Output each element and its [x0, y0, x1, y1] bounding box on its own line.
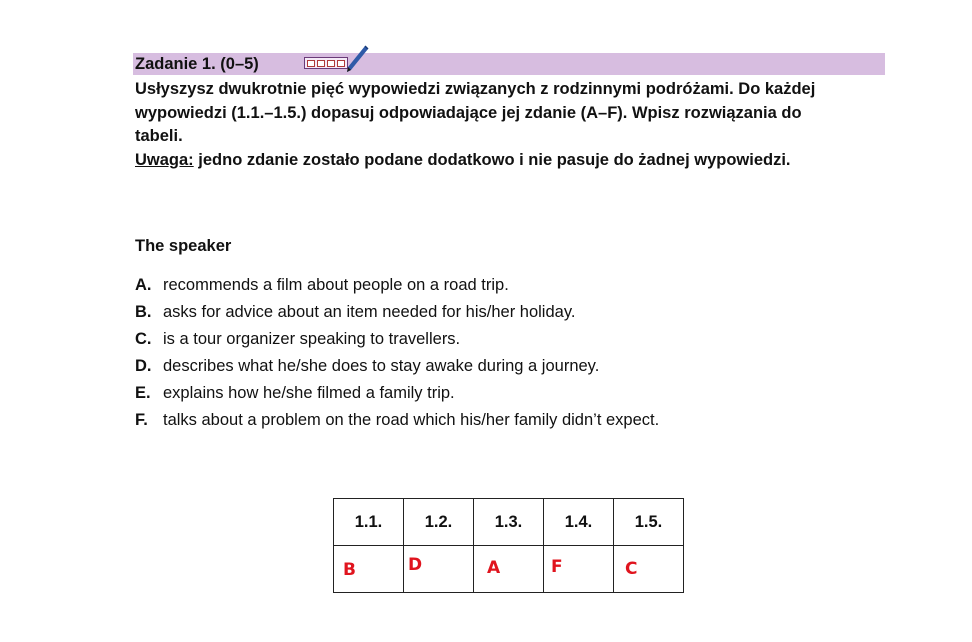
answer-table-header-row	[334, 499, 684, 546]
question-number-cell: 1.4.	[544, 499, 614, 546]
answer-cell-1-5[interactable]	[614, 546, 684, 593]
option-item	[135, 380, 659, 407]
option-item	[135, 299, 659, 326]
handwritten-answer: C	[625, 559, 638, 579]
score-box	[327, 60, 335, 67]
option-item	[135, 326, 659, 353]
score-box	[307, 60, 315, 67]
answer-cell-1-1[interactable]	[334, 546, 404, 593]
option-letter: C.	[135, 330, 152, 348]
handwritten-answer: D	[408, 555, 423, 575]
question-number-cell: 1.1.	[334, 499, 404, 546]
answer-cell-1-3[interactable]	[474, 546, 544, 593]
answer-table-answer-row	[334, 546, 684, 593]
option-text: explains how he/she filmed a family trip.	[163, 384, 455, 402]
pencil-icon	[343, 44, 369, 74]
score-box	[317, 60, 325, 67]
task-title: Zadanie 1. (0–5)	[135, 55, 259, 73]
instruction-line: Usłyszysz dwukrotnie pięć wypowiedzi związanych z rodzinnymi podróżami. Do każdej	[135, 80, 816, 98]
question-number-cell: 1.3.	[474, 499, 544, 546]
instruction-line: wypowiedzi (1.1.–1.5.) dopasuj odpowiadające jej zdanie (A–F). Wpisz rozwiązania do	[135, 103, 802, 122]
option-item	[135, 272, 659, 299]
score-checkbox-icon	[304, 57, 348, 69]
speaker-heading: The speaker	[135, 237, 232, 255]
option-item	[135, 407, 659, 434]
option-text: asks for advice about an item needed for his/her holiday.	[163, 303, 576, 321]
option-list	[135, 272, 659, 434]
option-letter: F.	[135, 411, 148, 429]
instruction-line: tabeli.	[135, 127, 183, 145]
question-number-cell: 1.5.	[614, 499, 684, 546]
option-letter: D.	[135, 357, 152, 375]
note-text: jedno zdanie zostało podane dodatkowo i nie pasuje do żadnej wypowiedzi.	[193, 150, 791, 169]
instruction-note	[135, 149, 895, 173]
note-label: Uwaga:	[135, 150, 194, 169]
handwritten-answer: A	[487, 558, 501, 578]
option-letter: B.	[135, 303, 152, 321]
option-letter: A.	[135, 276, 152, 294]
option-item	[135, 353, 659, 380]
option-text: talks about a problem on the road which his/her family didn’t expect.	[163, 411, 660, 429]
option-letter: E.	[135, 384, 151, 402]
question-number-cell: 1.2.	[404, 499, 474, 546]
handwritten-answer: F	[551, 557, 563, 577]
answer-table	[333, 498, 684, 593]
handwritten-answer: B	[343, 560, 356, 580]
task-instructions	[135, 78, 895, 172]
option-text: is a tour organizer speaking to travellers.	[163, 330, 461, 348]
option-text: recommends a film about people on a road trip.	[163, 276, 509, 294]
answer-cell-1-2[interactable]	[404, 546, 474, 593]
option-text: describes what he/she does to stay awake during a journey.	[163, 357, 600, 375]
answer-cell-1-4[interactable]	[544, 546, 614, 593]
